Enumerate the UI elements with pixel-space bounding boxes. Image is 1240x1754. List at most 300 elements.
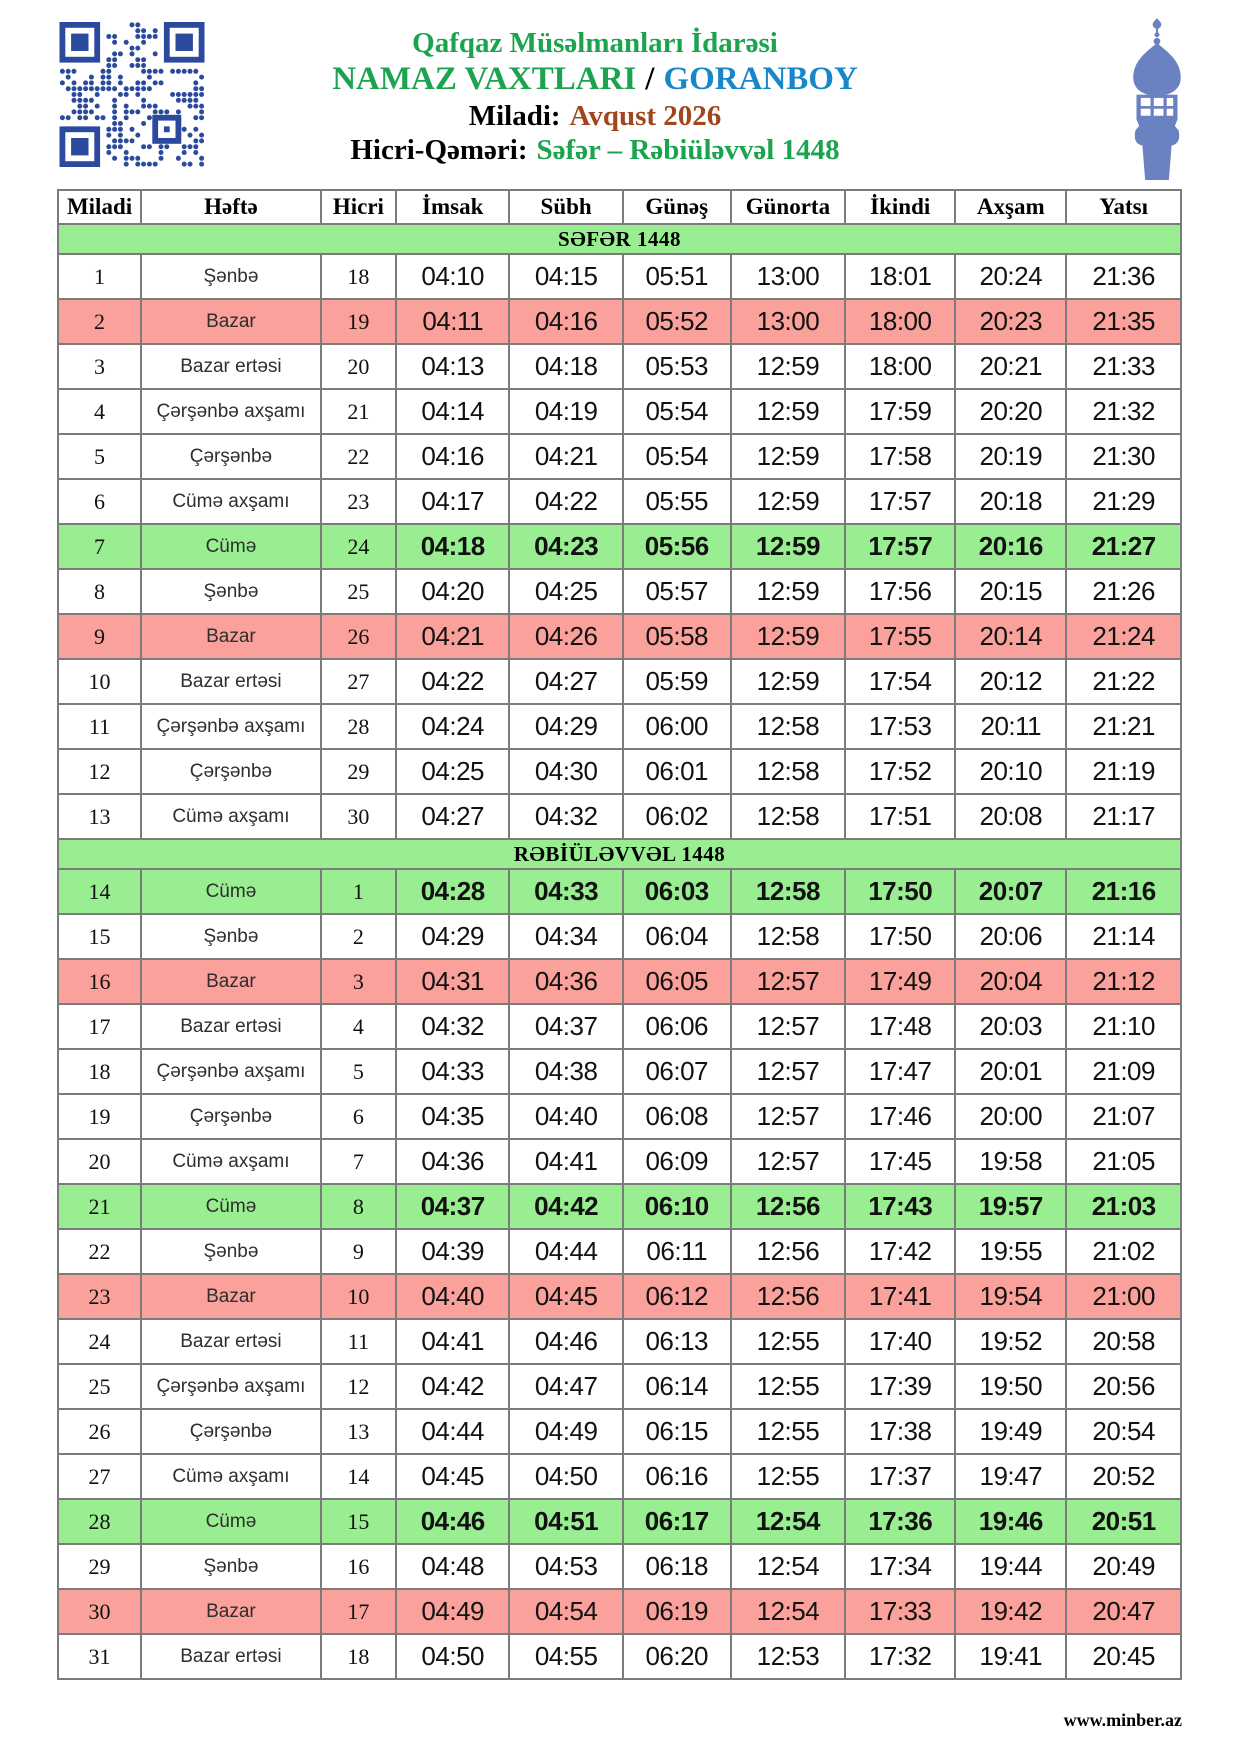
cell-weekday: Cümə (141, 1499, 321, 1544)
cell-miladi-day: 1 (58, 254, 141, 299)
cell-prayer-time: 04:26 (509, 614, 622, 659)
cell-weekday: Çərşənbə (141, 749, 321, 794)
cell-prayer-time: 12:55 (731, 1409, 846, 1454)
cell-weekday: Şənbə (141, 254, 321, 299)
cell-prayer-time: 20:16 (955, 524, 1066, 569)
title-city: GORANBOY (663, 61, 858, 98)
cell-hicri-day: 6 (321, 1094, 396, 1139)
cell-prayer-time: 05:54 (623, 434, 731, 479)
cell-prayer-time: 21:24 (1066, 614, 1181, 659)
cell-hicri-day: 29 (321, 749, 396, 794)
cell-prayer-time: 20:45 (1066, 1634, 1181, 1679)
cell-prayer-time: 19:50 (955, 1364, 1066, 1409)
cell-weekday: Çərşənbə axşamı (141, 1364, 321, 1409)
cell-prayer-time: 17:55 (845, 614, 955, 659)
cell-prayer-time: 04:22 (396, 659, 509, 704)
cell-weekday: Bazar ertəsi (141, 344, 321, 389)
cell-prayer-time: 04:48 (396, 1544, 509, 1589)
table-row (58, 1454, 1181, 1499)
cell-miladi-day: 11 (58, 704, 141, 749)
cell-prayer-time: 21:05 (1066, 1139, 1181, 1184)
cell-prayer-time: 17:37 (845, 1454, 955, 1499)
cell-prayer-time: 20:23 (955, 299, 1066, 344)
cell-prayer-time: 17:59 (845, 389, 955, 434)
cell-prayer-time: 12:58 (731, 914, 846, 959)
cell-prayer-time: 04:28 (396, 869, 509, 914)
cell-prayer-time: 21:09 (1066, 1049, 1181, 1094)
table-row (58, 299, 1181, 344)
cell-prayer-time: 21:17 (1066, 794, 1181, 839)
cell-hicri-day: 22 (321, 434, 396, 479)
cell-weekday: Şənbə (141, 914, 321, 959)
cell-prayer-time: 21:35 (1066, 299, 1181, 344)
cell-prayer-time: 04:36 (509, 959, 622, 1004)
cell-prayer-time: 04:24 (396, 704, 509, 749)
section-header-row (58, 839, 1181, 869)
cell-prayer-time: 04:32 (396, 1004, 509, 1049)
cell-prayer-time: 17:56 (845, 569, 955, 614)
cell-prayer-time: 04:36 (396, 1139, 509, 1184)
cell-prayer-time: 12:53 (731, 1634, 846, 1679)
cell-prayer-time: 06:18 (623, 1544, 731, 1589)
cell-prayer-time: 19:47 (955, 1454, 1066, 1499)
cell-prayer-time: 04:29 (396, 914, 509, 959)
cell-prayer-time: 04:21 (396, 614, 509, 659)
cell-prayer-time: 17:48 (845, 1004, 955, 1049)
cell-prayer-time: 20:12 (955, 659, 1066, 704)
cell-miladi-day: 27 (58, 1454, 141, 1499)
table-row (58, 1634, 1181, 1679)
cell-prayer-time: 04:25 (509, 569, 622, 614)
cell-prayer-time: 06:05 (623, 959, 731, 1004)
cell-prayer-time: 12:59 (731, 389, 846, 434)
cell-prayer-time: 04:27 (509, 659, 622, 704)
section-title: RƏBİÜLƏVVƏL 1448 (58, 839, 1181, 869)
cell-prayer-time: 12:56 (731, 1184, 846, 1229)
cell-prayer-time: 04:41 (509, 1139, 622, 1184)
table-row (58, 704, 1181, 749)
cell-miladi-day: 7 (58, 524, 141, 569)
table-row (58, 1094, 1181, 1139)
cell-prayer-time: 20:04 (955, 959, 1066, 1004)
cell-weekday: Cümə axşamı (141, 794, 321, 839)
cell-prayer-time: 21:27 (1066, 524, 1181, 569)
title-main: NAMAZ VAXTLARI (332, 61, 637, 98)
cell-weekday: Cümə axşamı (141, 479, 321, 524)
cell-prayer-time: 04:46 (509, 1319, 622, 1364)
miladi-line (195, 99, 995, 133)
cell-prayer-time: 19:46 (955, 1499, 1066, 1544)
table-row (58, 794, 1181, 839)
cell-hicri-day: 10 (321, 1274, 396, 1319)
column-header: Sübh (509, 190, 622, 224)
cell-prayer-time: 04:50 (396, 1634, 509, 1679)
table-row (58, 1544, 1181, 1589)
cell-prayer-time: 13:00 (731, 254, 846, 299)
cell-hicri-day: 5 (321, 1049, 396, 1094)
cell-prayer-time: 12:57 (731, 1004, 846, 1049)
cell-prayer-time: 17:36 (845, 1499, 955, 1544)
table-row (58, 1409, 1181, 1454)
cell-prayer-time: 04:37 (396, 1184, 509, 1229)
cell-weekday: Bazar (141, 959, 321, 1004)
section-header-row (58, 224, 1181, 254)
cell-hicri-day: 23 (321, 479, 396, 524)
cell-prayer-time: 21:29 (1066, 479, 1181, 524)
cell-hicri-day: 2 (321, 914, 396, 959)
table-row (58, 1184, 1181, 1229)
cell-prayer-time: 06:10 (623, 1184, 731, 1229)
cell-prayer-time: 12:55 (731, 1319, 846, 1364)
table-row (58, 614, 1181, 659)
cell-prayer-time: 18:01 (845, 254, 955, 299)
cell-hicri-day: 3 (321, 959, 396, 1004)
table-row (58, 1499, 1181, 1544)
cell-weekday: Şənbə (141, 569, 321, 614)
cell-miladi-day: 13 (58, 794, 141, 839)
cell-prayer-time: 04:40 (396, 1274, 509, 1319)
cell-prayer-time: 12:58 (731, 749, 846, 794)
cell-weekday: Cümə (141, 524, 321, 569)
cell-weekday: Bazar (141, 1274, 321, 1319)
cell-prayer-time: 20:10 (955, 749, 1066, 794)
cell-prayer-time: 12:55 (731, 1454, 846, 1499)
cell-prayer-time: 21:33 (1066, 344, 1181, 389)
cell-hicri-day: 20 (321, 344, 396, 389)
cell-prayer-time: 20:47 (1066, 1589, 1181, 1634)
cell-prayer-time: 21:19 (1066, 749, 1181, 794)
cell-miladi-day: 19 (58, 1094, 141, 1139)
cell-miladi-day: 10 (58, 659, 141, 704)
org-title: Qafqaz Müsəlmanları İdarəsi (412, 27, 778, 59)
cell-prayer-time: 04:18 (396, 524, 509, 569)
cell-hicri-day: 24 (321, 524, 396, 569)
table-row (58, 434, 1181, 479)
cell-prayer-time: 21:22 (1066, 659, 1181, 704)
cell-prayer-time: 05:52 (623, 299, 731, 344)
cell-prayer-time: 06:08 (623, 1094, 731, 1139)
cell-prayer-time: 12:54 (731, 1544, 846, 1589)
qr-code-icon (57, 22, 207, 167)
cell-hicri-day: 7 (321, 1139, 396, 1184)
table-row (58, 1139, 1181, 1184)
cell-miladi-day: 26 (58, 1409, 141, 1454)
cell-miladi-day: 30 (58, 1589, 141, 1634)
cell-prayer-time: 20:19 (955, 434, 1066, 479)
cell-prayer-time: 20:49 (1066, 1544, 1181, 1589)
cell-prayer-time: 17:42 (845, 1229, 955, 1274)
hicri-label: Hicri-Qəməri: (350, 134, 528, 167)
cell-miladi-day: 25 (58, 1364, 141, 1409)
cell-prayer-time: 20:03 (955, 1004, 1066, 1049)
cell-prayer-time: 18:00 (845, 299, 955, 344)
cell-prayer-time: 04:41 (396, 1319, 509, 1364)
cell-prayer-time: 19:54 (955, 1274, 1066, 1319)
cell-prayer-time: 04:53 (509, 1544, 622, 1589)
cell-hicri-day: 17 (321, 1589, 396, 1634)
cell-prayer-time: 06:12 (623, 1274, 731, 1319)
table-row (58, 1364, 1181, 1409)
cell-weekday: Bazar (141, 299, 321, 344)
cell-prayer-time: 04:18 (509, 344, 622, 389)
cell-prayer-time: 12:57 (731, 1094, 846, 1139)
cell-prayer-time: 04:21 (509, 434, 622, 479)
table-header-row (58, 190, 1181, 224)
cell-prayer-time: 05:54 (623, 389, 731, 434)
cell-hicri-day: 13 (321, 1409, 396, 1454)
cell-hicri-day: 28 (321, 704, 396, 749)
table-row (58, 479, 1181, 524)
cell-hicri-day: 1 (321, 869, 396, 914)
cell-prayer-time: 20:06 (955, 914, 1066, 959)
cell-prayer-time: 04:42 (509, 1184, 622, 1229)
cell-prayer-time: 05:56 (623, 524, 731, 569)
cell-prayer-time: 05:55 (623, 479, 731, 524)
table-row (58, 869, 1181, 914)
cell-hicri-day: 30 (321, 794, 396, 839)
cell-miladi-day: 6 (58, 479, 141, 524)
table-row (58, 914, 1181, 959)
cell-weekday: Çərşənbə axşamı (141, 1049, 321, 1094)
cell-prayer-time: 06:02 (623, 794, 731, 839)
cell-miladi-day: 28 (58, 1499, 141, 1544)
cell-weekday: Şənbə (141, 1229, 321, 1274)
cell-weekday: Bazar (141, 1589, 321, 1634)
cell-prayer-time: 21:00 (1066, 1274, 1181, 1319)
page-title (195, 60, 995, 99)
cell-prayer-time: 04:13 (396, 344, 509, 389)
cell-prayer-time: 20:15 (955, 569, 1066, 614)
cell-miladi-day: 2 (58, 299, 141, 344)
cell-miladi-day: 3 (58, 344, 141, 389)
cell-prayer-time: 12:59 (731, 524, 846, 569)
cell-prayer-time: 04:32 (509, 794, 622, 839)
cell-prayer-time: 19:58 (955, 1139, 1066, 1184)
cell-prayer-time: 21:30 (1066, 434, 1181, 479)
cell-prayer-time: 04:54 (509, 1589, 622, 1634)
column-header: Həftə (141, 190, 321, 224)
cell-prayer-time: 17:39 (845, 1364, 955, 1409)
cell-prayer-time: 04:55 (509, 1634, 622, 1679)
cell-prayer-time: 04:17 (396, 479, 509, 524)
cell-prayer-time: 12:56 (731, 1229, 846, 1274)
cell-prayer-time: 04:35 (396, 1094, 509, 1139)
cell-prayer-time: 12:58 (731, 704, 846, 749)
cell-prayer-time: 04:16 (509, 299, 622, 344)
cell-prayer-time: 18:00 (845, 344, 955, 389)
cell-prayer-time: 19:44 (955, 1544, 1066, 1589)
cell-prayer-time: 20:58 (1066, 1319, 1181, 1364)
column-header: Günəş (623, 190, 731, 224)
cell-prayer-time: 12:57 (731, 959, 846, 1004)
cell-prayer-time: 12:55 (731, 1364, 846, 1409)
column-header: Yatsı (1066, 190, 1181, 224)
cell-prayer-time: 21:14 (1066, 914, 1181, 959)
table-row (58, 389, 1181, 434)
minaret-icon (1121, 18, 1193, 180)
cell-hicri-day: 14 (321, 1454, 396, 1499)
cell-prayer-time: 04:44 (396, 1409, 509, 1454)
cell-hicri-day: 25 (321, 569, 396, 614)
cell-prayer-time: 04:47 (509, 1364, 622, 1409)
cell-hicri-day: 11 (321, 1319, 396, 1364)
cell-hicri-day: 19 (321, 299, 396, 344)
miladi-label: Miladi: (468, 100, 561, 133)
cell-prayer-time: 17:53 (845, 704, 955, 749)
cell-prayer-time: 17:47 (845, 1049, 955, 1094)
table-row (58, 659, 1181, 704)
cell-prayer-time: 04:23 (509, 524, 622, 569)
cell-prayer-time: 06:19 (623, 1589, 731, 1634)
cell-prayer-time: 17:54 (845, 659, 955, 704)
cell-prayer-time: 04:14 (396, 389, 509, 434)
cell-prayer-time: 06:06 (623, 1004, 731, 1049)
cell-prayer-time: 20:20 (955, 389, 1066, 434)
cell-miladi-day: 9 (58, 614, 141, 659)
cell-prayer-time: 04:27 (396, 794, 509, 839)
cell-prayer-time: 06:03 (623, 869, 731, 914)
cell-prayer-time: 17:58 (845, 434, 955, 479)
table-row (58, 1319, 1181, 1364)
cell-weekday: Şənbə (141, 1544, 321, 1589)
cell-prayer-time: 19:57 (955, 1184, 1066, 1229)
cell-prayer-time: 17:50 (845, 869, 955, 914)
cell-hicri-day: 26 (321, 614, 396, 659)
cell-prayer-time: 17:41 (845, 1274, 955, 1319)
cell-prayer-time: 17:46 (845, 1094, 955, 1139)
cell-prayer-time: 20:54 (1066, 1409, 1181, 1454)
cell-prayer-time: 06:11 (623, 1229, 731, 1274)
cell-weekday: Çərşənbə (141, 1094, 321, 1139)
cell-prayer-time: 21:12 (1066, 959, 1181, 1004)
cell-prayer-time: 17:32 (845, 1634, 955, 1679)
cell-prayer-time: 04:40 (509, 1094, 622, 1139)
cell-miladi-day: 17 (58, 1004, 141, 1049)
cell-miladi-day: 21 (58, 1184, 141, 1229)
cell-prayer-time: 06:14 (623, 1364, 731, 1409)
cell-weekday: Çərşənbə axşamı (141, 389, 321, 434)
table-row (58, 1004, 1181, 1049)
cell-prayer-time: 12:59 (731, 659, 846, 704)
column-header: Günorta (731, 190, 846, 224)
cell-prayer-time: 05:59 (623, 659, 731, 704)
cell-weekday: Çərşənbə axşamı (141, 704, 321, 749)
cell-prayer-time: 12:54 (731, 1589, 846, 1634)
cell-prayer-time: 04:38 (509, 1049, 622, 1094)
cell-prayer-time: 20:08 (955, 794, 1066, 839)
cell-miladi-day: 29 (58, 1544, 141, 1589)
table-row (58, 1049, 1181, 1094)
cell-prayer-time: 19:49 (955, 1409, 1066, 1454)
prayer-times-table (57, 189, 1182, 1680)
cell-prayer-time: 12:57 (731, 1139, 846, 1184)
cell-prayer-time: 05:53 (623, 344, 731, 389)
cell-prayer-time: 06:15 (623, 1409, 731, 1454)
cell-hicri-day: 16 (321, 1544, 396, 1589)
section-title: SƏFƏR 1448 (58, 224, 1181, 254)
cell-miladi-day: 16 (58, 959, 141, 1004)
cell-prayer-time: 04:42 (396, 1364, 509, 1409)
cell-prayer-time: 17:34 (845, 1544, 955, 1589)
cell-hicri-day: 4 (321, 1004, 396, 1049)
cell-prayer-time: 20:01 (955, 1049, 1066, 1094)
cell-prayer-time: 17:40 (845, 1319, 955, 1364)
cell-prayer-time: 21:32 (1066, 389, 1181, 434)
cell-prayer-time: 20:24 (955, 254, 1066, 299)
column-header: İkindi (845, 190, 955, 224)
cell-prayer-time: 06:00 (623, 704, 731, 749)
table-row (58, 254, 1181, 299)
cell-prayer-time: 12:54 (731, 1499, 846, 1544)
cell-hicri-day: 8 (321, 1184, 396, 1229)
column-header: Axşam (955, 190, 1066, 224)
cell-prayer-time: 17:49 (845, 959, 955, 1004)
cell-miladi-day: 5 (58, 434, 141, 479)
miladi-value: Avqust 2026 (569, 100, 722, 133)
cell-prayer-time: 17:38 (845, 1409, 955, 1454)
cell-prayer-time: 04:25 (396, 749, 509, 794)
cell-prayer-time: 12:59 (731, 569, 846, 614)
page-header (195, 26, 995, 168)
cell-prayer-time: 12:58 (731, 794, 846, 839)
cell-prayer-time: 17:43 (845, 1184, 955, 1229)
cell-miladi-day: 22 (58, 1229, 141, 1274)
cell-prayer-time: 04:34 (509, 914, 622, 959)
cell-prayer-time: 04:50 (509, 1454, 622, 1499)
cell-prayer-time: 19:52 (955, 1319, 1066, 1364)
cell-miladi-day: 20 (58, 1139, 141, 1184)
cell-miladi-day: 4 (58, 389, 141, 434)
table-row (58, 1274, 1181, 1319)
cell-prayer-time: 12:59 (731, 434, 846, 479)
cell-prayer-time: 21:02 (1066, 1229, 1181, 1274)
table-row (58, 749, 1181, 794)
cell-weekday: Cümə (141, 869, 321, 914)
cell-prayer-time: 04:15 (509, 254, 622, 299)
cell-prayer-time: 04:30 (509, 749, 622, 794)
cell-prayer-time: 06:01 (623, 749, 731, 794)
cell-weekday: Bazar ertəsi (141, 1004, 321, 1049)
cell-prayer-time: 13:00 (731, 299, 846, 344)
cell-prayer-time: 17:45 (845, 1139, 955, 1184)
column-header: Miladi (58, 190, 141, 224)
cell-hicri-day: 27 (321, 659, 396, 704)
cell-weekday: Bazar ertəsi (141, 1634, 321, 1679)
cell-prayer-time: 05:51 (623, 254, 731, 299)
cell-miladi-day: 14 (58, 869, 141, 914)
cell-weekday: Cümə axşamı (141, 1139, 321, 1184)
column-header: İmsak (396, 190, 509, 224)
cell-prayer-time: 21:10 (1066, 1004, 1181, 1049)
cell-miladi-day: 31 (58, 1634, 141, 1679)
cell-miladi-day: 23 (58, 1274, 141, 1319)
cell-prayer-time: 04:16 (396, 434, 509, 479)
cell-prayer-time: 20:11 (955, 704, 1066, 749)
cell-prayer-time: 06:13 (623, 1319, 731, 1364)
cell-prayer-time: 21:16 (1066, 869, 1181, 914)
cell-prayer-time: 06:09 (623, 1139, 731, 1184)
cell-prayer-time: 20:52 (1066, 1454, 1181, 1499)
cell-prayer-time: 04:10 (396, 254, 509, 299)
cell-weekday: Bazar ertəsi (141, 1319, 321, 1364)
cell-prayer-time: 21:36 (1066, 254, 1181, 299)
cell-weekday: Çərşənbə (141, 1409, 321, 1454)
cell-prayer-time: 04:22 (509, 479, 622, 524)
cell-prayer-time: 20:21 (955, 344, 1066, 389)
cell-prayer-time: 04:19 (509, 389, 622, 434)
cell-prayer-time: 21:26 (1066, 569, 1181, 614)
cell-prayer-time: 19:41 (955, 1634, 1066, 1679)
